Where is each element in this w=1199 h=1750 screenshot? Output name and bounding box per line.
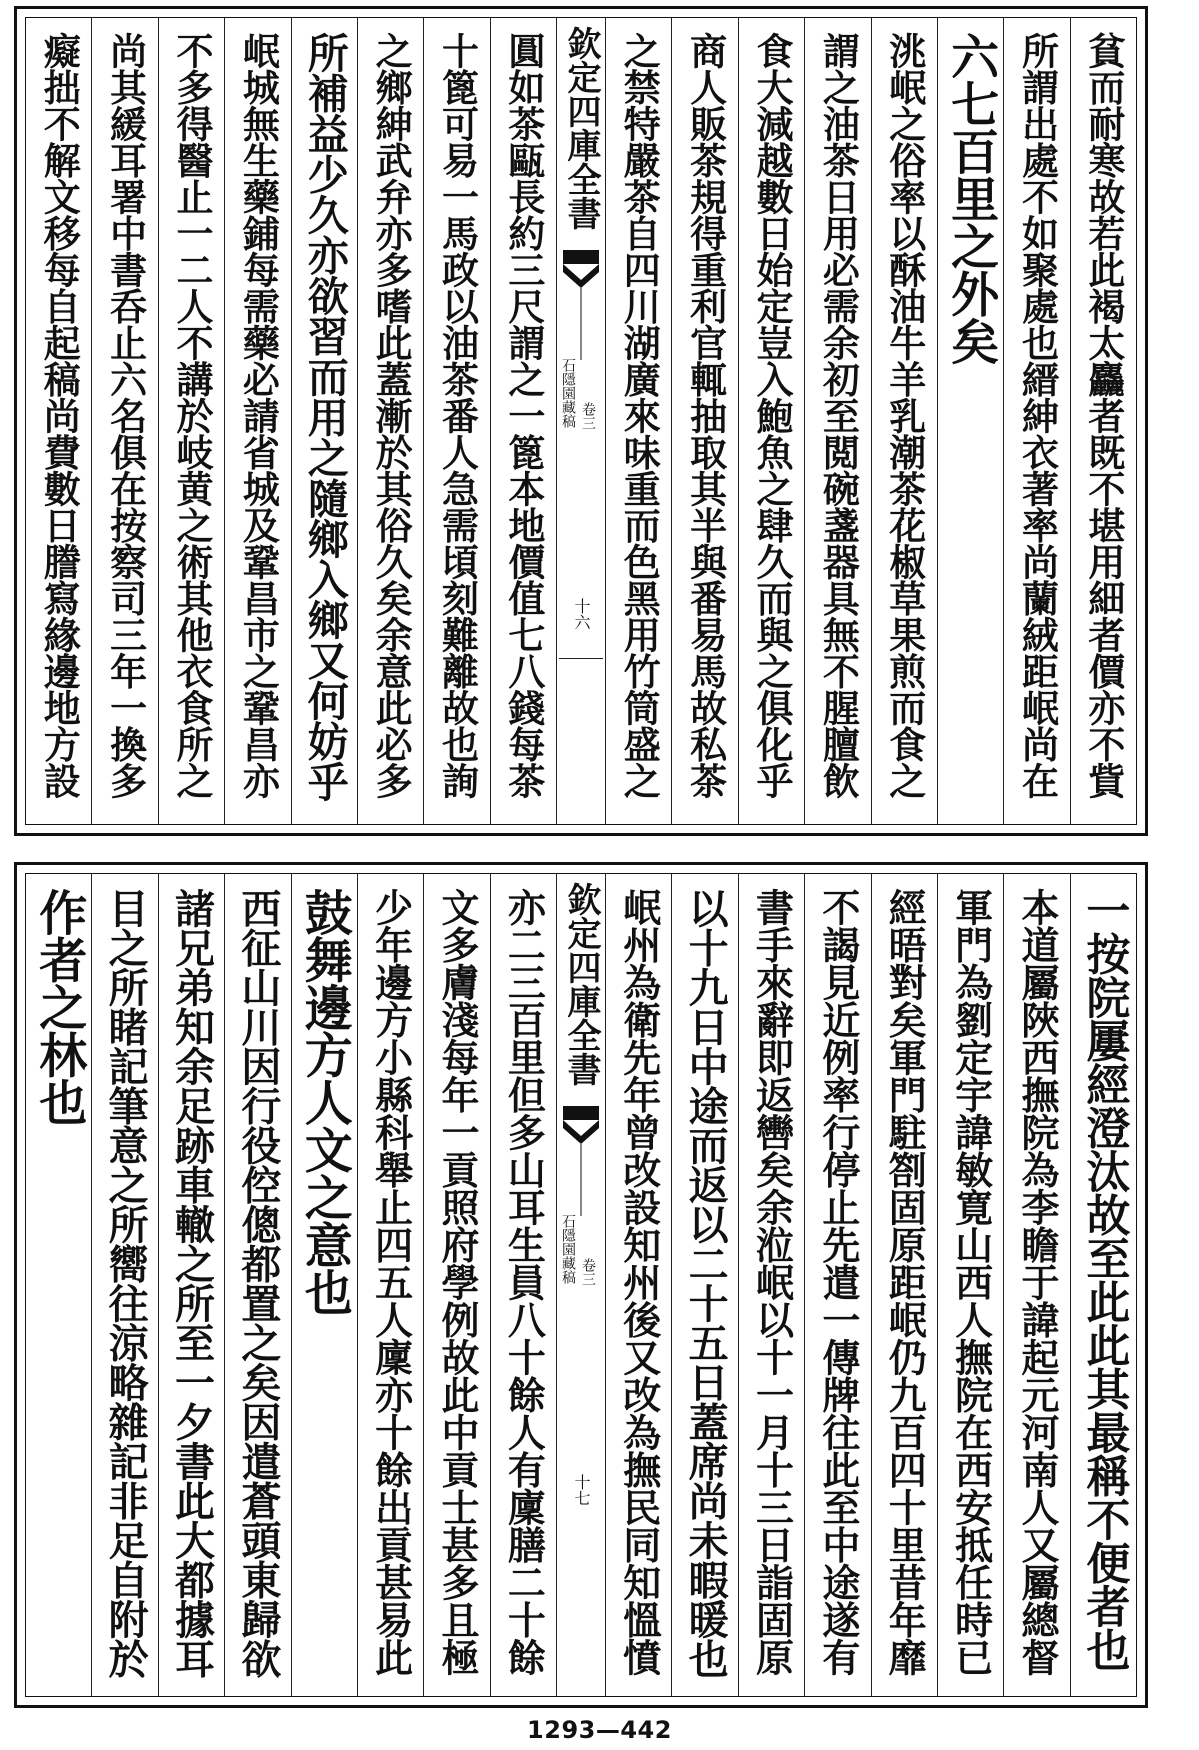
text-column: 謂之油茶日用必需余初至閲碗盞器具無不腥膻飲 xyxy=(804,18,870,824)
bottom-page-frame xyxy=(25,873,1137,1697)
spine-column xyxy=(556,18,605,824)
text-column: 軍門為劉定宇諱敏寛山西人撫院在西安抵任時已 xyxy=(937,874,1003,1696)
text-column: 商人販茶規得重利官輒抽取其半與番易馬故私茶 xyxy=(671,18,737,824)
book-title: 石隱園藏稿 xyxy=(560,1214,576,1284)
fish-tail-mark-icon xyxy=(563,250,599,360)
text-column: 不謁見近例率行停止先遣一傳牌往此至中途遂有 xyxy=(804,874,870,1696)
fish-tail-mark-icon xyxy=(563,1106,599,1216)
text-column: 洮岷之俗率以酥油牛羊乳潮茶花椒草果煎而食之 xyxy=(871,18,937,824)
text-column: 岷州為衛先年曾改設知州後又改為撫民同知慍憤 xyxy=(605,874,671,1696)
text-column: 經晤對矣軍門駐劄固原距岷仍九百四十里昔年靡 xyxy=(871,874,937,1696)
bottom-page xyxy=(14,862,1148,1708)
text-column: 之鄉紳武弁亦多嗜此蓋漸於其俗久矣余意此必多 xyxy=(357,18,423,824)
text-column: 目之所睹記筆意之所嚮往涼略雜記非足自附於 xyxy=(91,874,157,1696)
text-column: 一按院屢經澄汰故至此此其最稱不便者也 xyxy=(1070,874,1136,1696)
text-column: 貧而耐寒故若此褐太麤者既不堪用細者價亦不貲 xyxy=(1070,18,1136,824)
text-column: 所補益少久亦欲習而用之隨鄉入鄉又何妨乎 xyxy=(291,18,357,824)
divider xyxy=(559,658,603,659)
text-column: 不多得醫止一二人不講於岐黄之術其他衣食所之 xyxy=(158,18,224,824)
text-column: 之禁特嚴茶自四川湖廣來味重而色黑用竹筒盛之 xyxy=(605,18,671,824)
top-page xyxy=(14,6,1148,836)
bottom-page-columns xyxy=(26,874,1136,1696)
collection-title: 欽定四庫全書 xyxy=(561,26,601,230)
text-column: 西征山川因行役倥傯都置之矣因遣蒼頭東歸欲 xyxy=(224,874,290,1696)
text-column: 諸兄弟知余足跡車轍之所至一夕書此大都據耳 xyxy=(158,874,224,1696)
page-number: 十六 xyxy=(572,598,591,630)
text-column: 岷城無生藥鋪每需藥必請省城及鞏昌市之鞏昌亦 xyxy=(224,18,290,824)
text-column: 鼓舞邊方人文之意也 xyxy=(291,874,357,1696)
text-column: 本道屬陜西撫院為李瞻于諱起元河南人又屬總督 xyxy=(1003,874,1069,1696)
volume-label: 卷三 xyxy=(580,402,596,430)
text-column: 亦二三百里但多山耳生員八十餘人有廩膳二十餘 xyxy=(490,874,556,1696)
top-page-columns xyxy=(26,18,1136,824)
text-column: 所謂出處不如聚處也縉紳衣著率尚蘭絨距岷尚在 xyxy=(1003,18,1069,824)
text-column: 圓如茶甌長約三尺謂之一篦本地價值七八錢每茶 xyxy=(490,18,556,824)
page-reference: 1293—442 xyxy=(527,1716,672,1744)
text-column: 文多膚淺每年一貢照府學例故此中貢士甚多且極 xyxy=(423,874,489,1696)
top-page-frame xyxy=(25,17,1137,825)
text-column: 作者之林也 xyxy=(30,888,87,1126)
text-column: 六七百里之外矣 xyxy=(937,18,1003,824)
spine-column xyxy=(556,874,605,1696)
book-title: 石隱園藏稿 xyxy=(560,358,576,428)
text-column: 書手來辭即返轡矣余涖岷以十一月十三日詣固原 xyxy=(738,874,804,1696)
collection-title: 欽定四庫全書 xyxy=(561,882,601,1086)
text-column: 十篦可易一馬政以油茶番人急需頃刻難離故也詢 xyxy=(423,18,489,824)
text-column: 以十九日中途而返以二十五日蓋席尚未暇暖也 xyxy=(671,874,737,1696)
page-number: 十七 xyxy=(572,1474,591,1506)
text-column: 食大減越數日始定豈入鮑魚之肆久而與之俱化乎 xyxy=(738,18,804,824)
text-column: 尚其緩耳署中書呑止六名俱在按察司三年一換多 xyxy=(91,18,157,824)
text-column: 少年邊方小縣科舉止四五人廩亦十餘出貢甚易此 xyxy=(357,874,423,1696)
volume-label: 卷三 xyxy=(580,1258,596,1286)
text-column: 癡拙不解文移每自起稿尚費數日謄寫緣邊地方設 xyxy=(37,32,82,799)
